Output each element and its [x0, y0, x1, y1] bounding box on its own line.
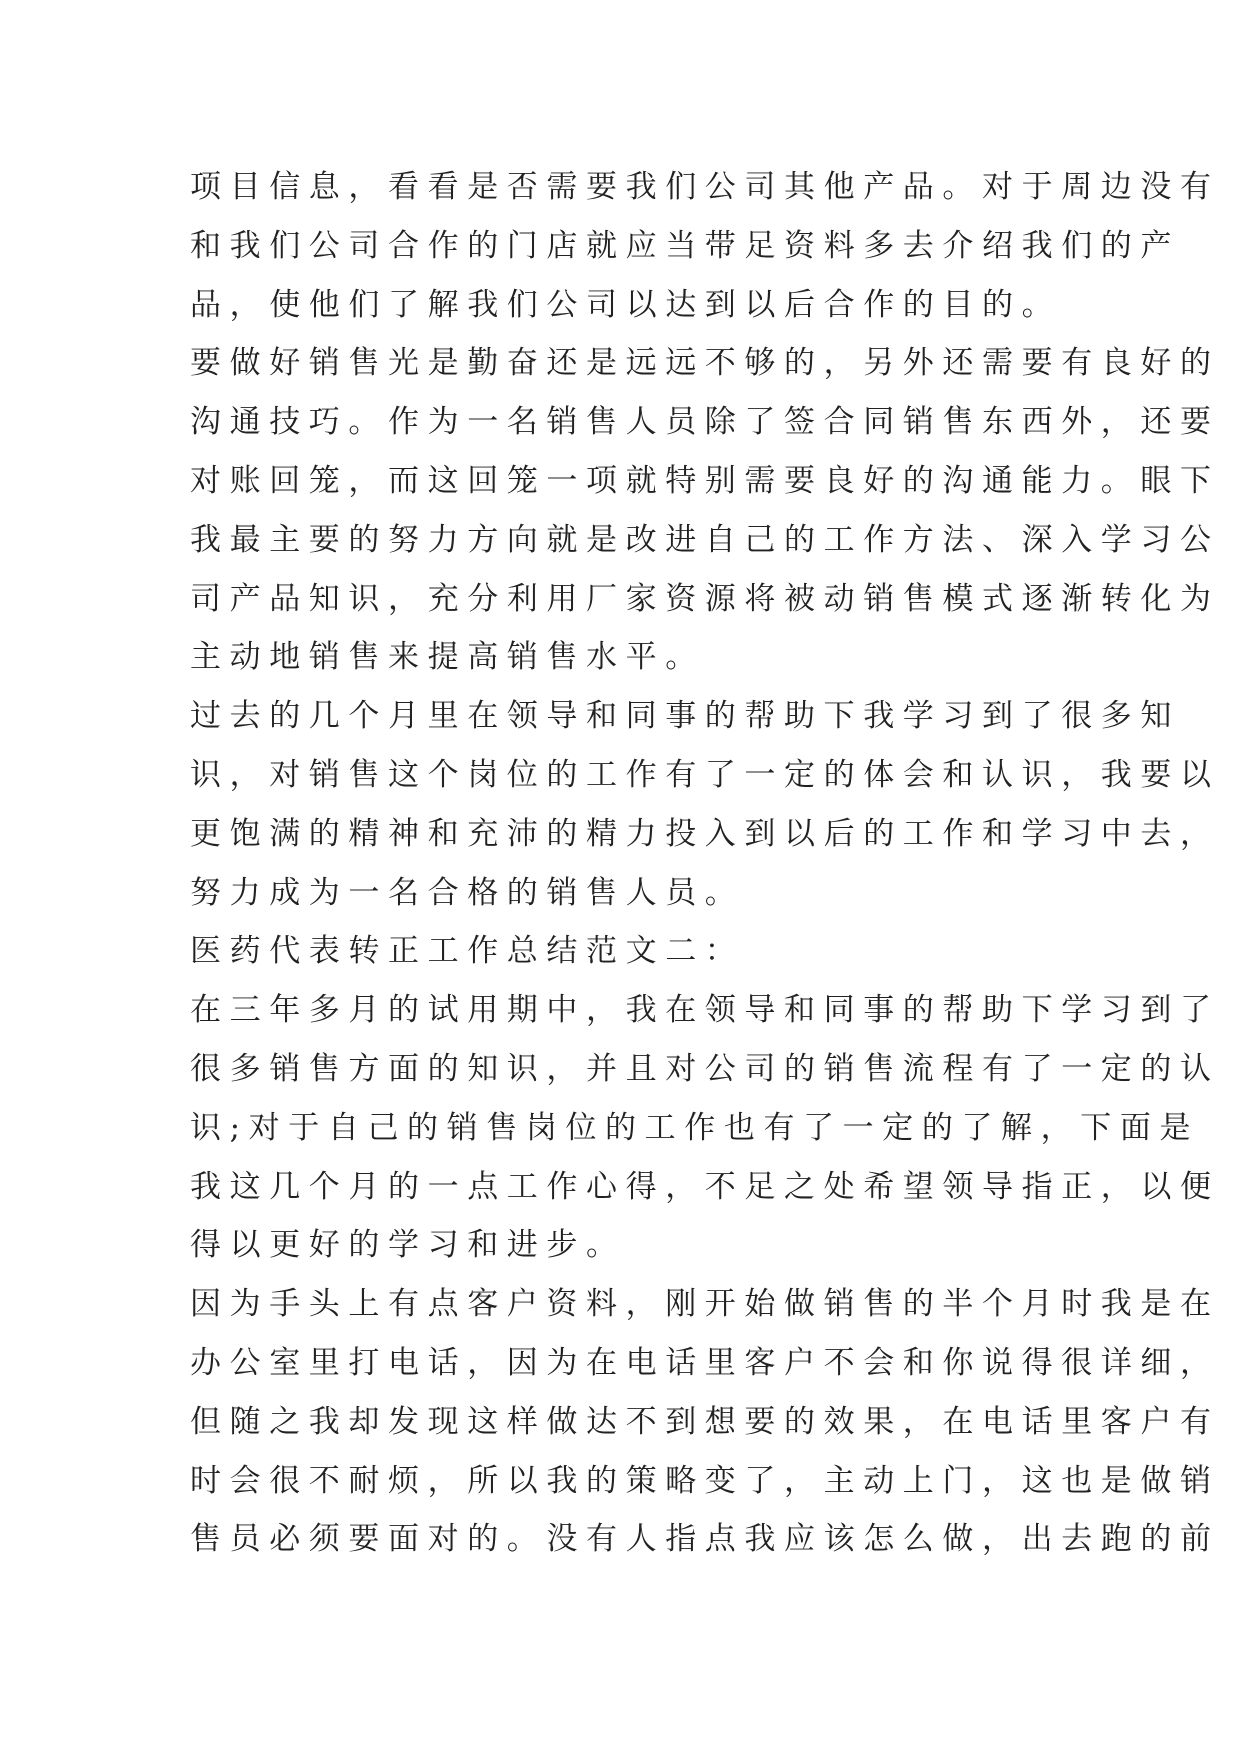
text-line: 识，对销售这个岗位的工作有了一定的体会和认识，我要以	[190, 756, 1220, 793]
text-line: 更饱满的精神和充沛的精力投入到以后的工作和学习中去，	[190, 815, 1220, 852]
document-body	[190, 158, 1220, 1569]
section-heading: 医药代表转正工作总结范文二：	[190, 933, 745, 970]
text-line: 沟通技巧。作为一名销售人员除了签合同销售东西外，还要	[190, 404, 1220, 441]
text-line: 项目信息，看看是否需要我们公司其他产品。对于周边没有	[190, 169, 1220, 205]
text-line: 对账回笼，而这回笼一项就特别需要良好的沟通能力。眼下	[190, 462, 1220, 499]
text-line: 司产品知识，充分利用厂家资源将被动销售模式逐渐转化为	[190, 580, 1220, 617]
text-line: 我这几个月的一点工作心得，不足之处希望领导指正，以便	[190, 1168, 1220, 1205]
text-line: 时会很不耐烦，所以我的策略变了，主动上门，这也是做销	[190, 1462, 1220, 1499]
text-line: 售员必须要面对的。没有人指点我应该怎么做，出去跑的前	[190, 1521, 1220, 1558]
text-line: 过去的几个月里在领导和同事的帮助下我学习到了很多知	[190, 698, 1180, 735]
text-line: 和我们公司合作的门店就应当带足资料多去介绍我们的产	[190, 227, 1180, 264]
text-line: 要做好销售光是勤奋还是远远不够的，另外还需要有良好的	[190, 345, 1220, 382]
text-line: 得以更好的学习和进步。	[190, 1227, 626, 1264]
text-line: 我最主要的努力方向就是改进自己的工作方法、深入学习公	[190, 521, 1220, 558]
text-line: 但随之我却发现这样做达不到想要的效果，在电话里客户有	[190, 1403, 1220, 1440]
text-line: 努力成为一名合格的销售人员。	[190, 874, 745, 911]
text-line: 在三年多月的试用期中，我在领导和同事的帮助下学习到了	[190, 992, 1220, 1029]
text-line: 因为手头上有点客户资料，刚开始做销售的半个月时我是在	[190, 1286, 1220, 1323]
text-line: 很多销售方面的知识，并且对公司的销售流程有了一定的认	[190, 1050, 1220, 1087]
text-line: 主动地销售来提高销售水平。	[190, 639, 705, 676]
text-line: 办公室里打电话，因为在电话里客户不会和你说得很详细，	[190, 1344, 1220, 1381]
text-line: 品，使他们了解我们公司以达到以后合作的目的。	[190, 286, 1062, 323]
text-line: 识;对于自己的销售岗位的工作也有了一定的了解，下面是	[190, 1109, 1200, 1146]
